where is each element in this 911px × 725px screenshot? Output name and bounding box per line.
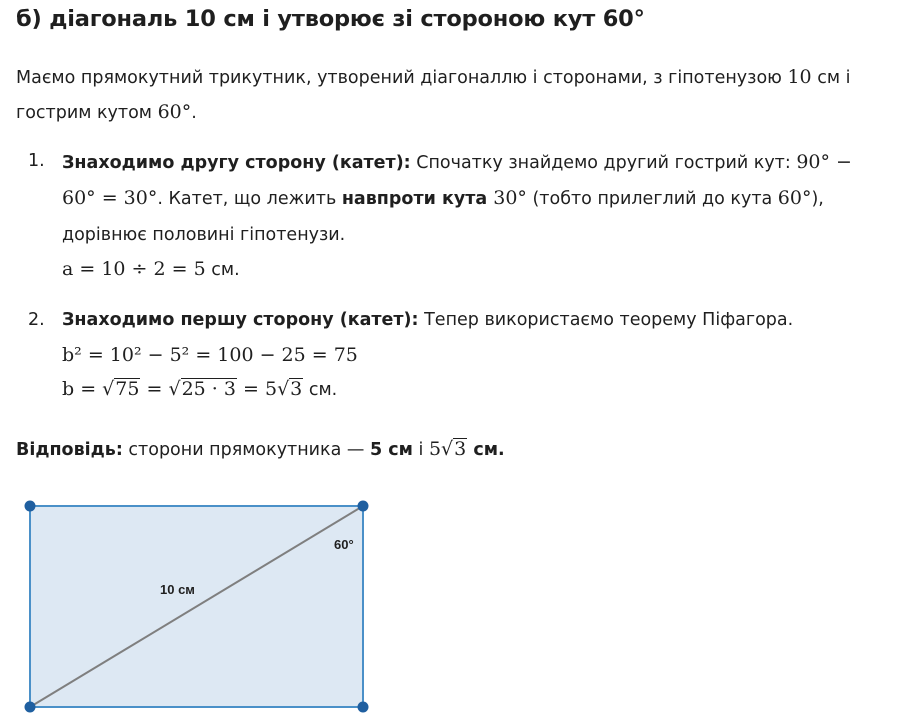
step-1-math-2: 60° = 30°: [62, 187, 158, 209]
sqrt-symbol: √: [168, 378, 181, 400]
eq-b: b =: [62, 378, 103, 400]
answer-period: .: [498, 440, 505, 460]
step-1-line-4: [62, 258, 240, 280]
sqrt-3: 3: [290, 378, 303, 400]
step-1-math-3: 30°: [487, 187, 527, 209]
answer-unit: см: [467, 440, 499, 460]
intro-line-2: [16, 103, 197, 123]
answer-and: і: [412, 440, 429, 460]
answer-line: [16, 438, 505, 460]
step-1-math-4: 60°: [777, 187, 812, 209]
step-1-line-3: дорівнює половині гіпотенузи.: [62, 225, 346, 245]
pythagoras-equation: b² = 10² − 5² = 100 − 25 = 75: [62, 344, 358, 366]
intro-text-end: см і: [811, 68, 851, 88]
step-1-text-4: ),: [811, 189, 824, 209]
intro-text: Маємо прямокутний трикутник, утворений діагоналлю і сторонами, з гіпотенузою: [16, 68, 788, 88]
step-2-unit: см.: [303, 380, 338, 400]
intro-math: 10: [787, 66, 812, 88]
step-1-line-1: [62, 151, 852, 173]
sqrt-symbol: √: [441, 438, 454, 460]
intro-math-angle: 60°: [157, 101, 192, 123]
section-heading: б) діагональ 10 см і утворює зі стороною кут 60°: [16, 6, 645, 32]
answer-side-1: 5 см: [369, 440, 413, 460]
answer-label: Відповідь:: [16, 440, 123, 460]
step-1-title: Знаходимо другу сторону (катет):: [62, 153, 411, 173]
diagonal-label: 10 см: [160, 582, 195, 597]
vertex-bottom-right: [358, 702, 369, 713]
vertex-bottom-left: [25, 702, 36, 713]
angle-label: 60°: [334, 537, 354, 552]
sqrt-25x3: 25 · 3: [181, 378, 236, 400]
step-1-text-3: (тобто прилеглий до кута: [526, 189, 778, 209]
step-1-unit: см.: [205, 260, 240, 280]
step-2-number: 2.: [28, 310, 45, 330]
step-2-equation-2: [62, 378, 337, 400]
step-2-line-1: [62, 310, 793, 330]
sqrt-75: 75: [115, 378, 140, 400]
vertex-top-left: [25, 501, 36, 512]
intro-period: .: [191, 103, 197, 123]
intro-line-1: [16, 68, 850, 88]
answer-sqrt-3: 3: [454, 438, 467, 460]
step-1-equation: a = 10 ÷ 2 = 5: [62, 258, 206, 280]
step-2-text: Тепер використаємо теорему Піфагора.: [418, 310, 794, 330]
answer-text: сторони прямокутника —: [122, 440, 370, 460]
step-1-math: 90° −: [796, 151, 852, 173]
sqrt-symbol: √: [277, 378, 290, 400]
vertex-top-right: [358, 501, 369, 512]
intro-text-2: гострим кутом: [16, 103, 158, 123]
answer-coef: 5: [428, 438, 442, 460]
eq-five: = 5: [236, 378, 278, 400]
eq-equals: =: [140, 378, 169, 400]
sqrt-symbol: √: [102, 378, 115, 400]
step-1-number: 1.: [28, 151, 45, 171]
step-1-bold: навпроти кута: [341, 189, 488, 209]
step-1-text-2: . Катет, що лежить: [157, 189, 342, 209]
step-1-line-2: [62, 187, 824, 209]
step-1-text: Спочатку знайдемо другий гострий кут:: [410, 153, 797, 173]
rectangle-diagram: [0, 488, 911, 725]
step-2-title: Знаходимо першу сторону (катет):: [62, 310, 419, 330]
step-2-equation-1: [62, 344, 358, 366]
